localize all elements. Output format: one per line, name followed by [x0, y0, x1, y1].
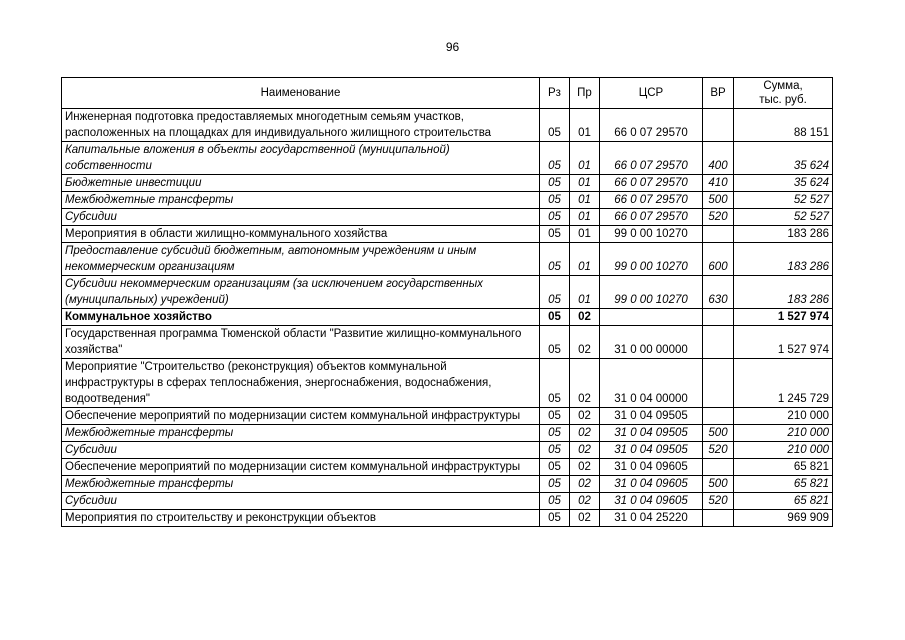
cell-sum: 65 821 [734, 459, 833, 476]
cell-csr: 31 0 04 09605 [600, 476, 703, 493]
cell-csr: 31 0 04 09505 [600, 408, 703, 425]
cell-sum: 52 527 [734, 192, 833, 209]
table-row [62, 476, 833, 493]
cell-pr: 01 [570, 192, 600, 209]
cell-csr: 66 0 07 29570 [600, 142, 703, 175]
table-row [62, 142, 833, 175]
table-row [62, 243, 833, 276]
cell-csr: 66 0 07 29570 [600, 192, 703, 209]
cell-name: Предоставление субсидий бюджетным, автономным учреждениям и иным некоммерческим организациям [62, 243, 540, 276]
cell-vr: 520 [703, 493, 734, 510]
cell-sum: 969 909 [734, 510, 833, 527]
table-row [62, 276, 833, 309]
cell-rz: 05 [540, 408, 570, 425]
cell-vr: 410 [703, 175, 734, 192]
cell-name: Субсидии [62, 442, 540, 459]
cell-vr: 520 [703, 209, 734, 226]
cell-name: Бюджетные инвестиции [62, 175, 540, 192]
cell-vr: 400 [703, 142, 734, 175]
cell-csr: 31 0 04 25220 [600, 510, 703, 527]
cell-name: Межбюджетные трансферты [62, 476, 540, 493]
cell-vr: 630 [703, 276, 734, 309]
table-row [62, 442, 833, 459]
cell-vr: 500 [703, 192, 734, 209]
cell-rz: 05 [540, 226, 570, 243]
cell-pr: 02 [570, 476, 600, 493]
cell-pr: 02 [570, 326, 600, 359]
cell-vr [703, 309, 734, 326]
cell-name: Субсидии [62, 493, 540, 510]
cell-vr: 500 [703, 476, 734, 493]
budget-table [61, 77, 833, 527]
cell-sum: 65 821 [734, 476, 833, 493]
cell-pr: 01 [570, 226, 600, 243]
cell-name: Субсидии [62, 209, 540, 226]
cell-rz: 05 [540, 442, 570, 459]
cell-sum: 183 286 [734, 276, 833, 309]
cell-sum: 65 821 [734, 493, 833, 510]
cell-sum: 1 527 974 [734, 309, 833, 326]
table-row [62, 109, 833, 142]
cell-sum: 35 624 [734, 142, 833, 175]
cell-csr: 31 0 04 09505 [600, 442, 703, 459]
cell-pr: 01 [570, 276, 600, 309]
cell-name: Мероприятия по строительству и реконструкции объектов [62, 510, 540, 527]
cell-pr: 02 [570, 408, 600, 425]
cell-vr [703, 326, 734, 359]
cell-name: Обеспечение мероприятий по модернизации систем коммунальной инфраструктуры [62, 408, 540, 425]
header-csr: ЦСР [600, 78, 703, 109]
table-row [62, 209, 833, 226]
cell-name: Коммунальное хозяйство [62, 309, 540, 326]
cell-sum: 35 624 [734, 175, 833, 192]
cell-name: Инженерная подготовка предоставляемых многодетным семьям участков, расположенных на площадках для индивидуального жилищного строительства [62, 109, 540, 142]
cell-pr: 02 [570, 425, 600, 442]
cell-pr: 01 [570, 142, 600, 175]
cell-csr: 99 0 00 10270 [600, 243, 703, 276]
cell-rz: 05 [540, 309, 570, 326]
cell-vr: 500 [703, 425, 734, 442]
cell-pr: 02 [570, 359, 600, 408]
cell-sum: 210 000 [734, 442, 833, 459]
cell-vr [703, 226, 734, 243]
cell-rz: 05 [540, 276, 570, 309]
cell-sum: 1 527 974 [734, 326, 833, 359]
cell-sum: 52 527 [734, 209, 833, 226]
cell-rz: 05 [540, 459, 570, 476]
cell-rz: 05 [540, 109, 570, 142]
cell-vr [703, 408, 734, 425]
cell-rz: 05 [540, 493, 570, 510]
cell-rz: 05 [540, 510, 570, 527]
cell-csr: 66 0 07 29570 [600, 175, 703, 192]
cell-name: Государственная программа Тюменской области "Развитие жилищно-коммунального хозяйства" [62, 326, 540, 359]
cell-name: Мероприятия в области жилищно-коммунального хозяйства [62, 226, 540, 243]
cell-csr: 66 0 07 29570 [600, 209, 703, 226]
cell-pr: 02 [570, 442, 600, 459]
table-row [62, 359, 833, 408]
header-vr: ВР [703, 78, 734, 109]
cell-name: Капитальные вложения в объекты государственной (муниципальной) собственности [62, 142, 540, 175]
cell-sum: 210 000 [734, 425, 833, 442]
cell-csr: 31 0 04 09605 [600, 459, 703, 476]
cell-sum: 210 000 [734, 408, 833, 425]
cell-vr [703, 459, 734, 476]
cell-pr: 01 [570, 175, 600, 192]
cell-rz: 05 [540, 476, 570, 493]
table-row [62, 459, 833, 476]
header-sum-line2: тыс. руб. [759, 94, 807, 106]
header-pr: Пр [570, 78, 600, 109]
table-row [62, 226, 833, 243]
cell-csr: 99 0 00 10270 [600, 276, 703, 309]
header-rz: Рз [540, 78, 570, 109]
cell-rz: 05 [540, 175, 570, 192]
table-row [62, 425, 833, 442]
table-row [62, 309, 833, 326]
table-row [62, 510, 833, 527]
cell-csr: 66 0 07 29570 [600, 109, 703, 142]
table-row [62, 192, 833, 209]
cell-pr: 02 [570, 510, 600, 527]
cell-csr [600, 309, 703, 326]
cell-name: Межбюджетные трансферты [62, 192, 540, 209]
header-sum-line1: Сумма, [763, 80, 803, 92]
cell-vr: 600 [703, 243, 734, 276]
cell-rz: 05 [540, 142, 570, 175]
cell-pr: 01 [570, 243, 600, 276]
cell-csr: 31 0 04 09605 [600, 493, 703, 510]
cell-sum: 88 151 [734, 109, 833, 142]
cell-name: Обеспечение мероприятий по модернизации систем коммунальной инфраструктуры [62, 459, 540, 476]
cell-rz: 05 [540, 209, 570, 226]
cell-vr [703, 109, 734, 142]
cell-sum: 183 286 [734, 243, 833, 276]
cell-csr: 31 0 04 00000 [600, 359, 703, 408]
cell-sum: 1 245 729 [734, 359, 833, 408]
table-row [62, 326, 833, 359]
table-row [62, 408, 833, 425]
cell-rz: 05 [540, 425, 570, 442]
cell-vr [703, 510, 734, 527]
cell-rz: 05 [540, 326, 570, 359]
table-row [62, 493, 833, 510]
table-row [62, 175, 833, 192]
cell-pr: 01 [570, 109, 600, 142]
cell-name: Межбюджетные трансферты [62, 425, 540, 442]
cell-pr: 01 [570, 209, 600, 226]
cell-pr: 02 [570, 493, 600, 510]
cell-pr: 02 [570, 309, 600, 326]
header-sum [734, 78, 833, 109]
cell-name: Субсидии некоммерческим организациям (за исключением государственных (муниципальных) учреждений) [62, 276, 540, 309]
cell-rz: 05 [540, 243, 570, 276]
table-header-row [62, 78, 833, 109]
cell-csr: 99 0 00 10270 [600, 226, 703, 243]
cell-vr: 520 [703, 442, 734, 459]
cell-pr: 02 [570, 459, 600, 476]
cell-name: Мероприятие "Строительство (реконструкция) объектов коммунальной инфраструктуры в сферах теплоснабжения, энергоснабжения, водоснабжения, водоотведения" [62, 359, 540, 408]
cell-sum: 183 286 [734, 226, 833, 243]
cell-csr: 31 0 00 00000 [600, 326, 703, 359]
page-number: 96 [445, 40, 460, 54]
cell-rz: 05 [540, 192, 570, 209]
header-name: Наименование [62, 78, 540, 109]
cell-csr: 31 0 04 09505 [600, 425, 703, 442]
cell-vr [703, 359, 734, 408]
cell-rz: 05 [540, 359, 570, 408]
